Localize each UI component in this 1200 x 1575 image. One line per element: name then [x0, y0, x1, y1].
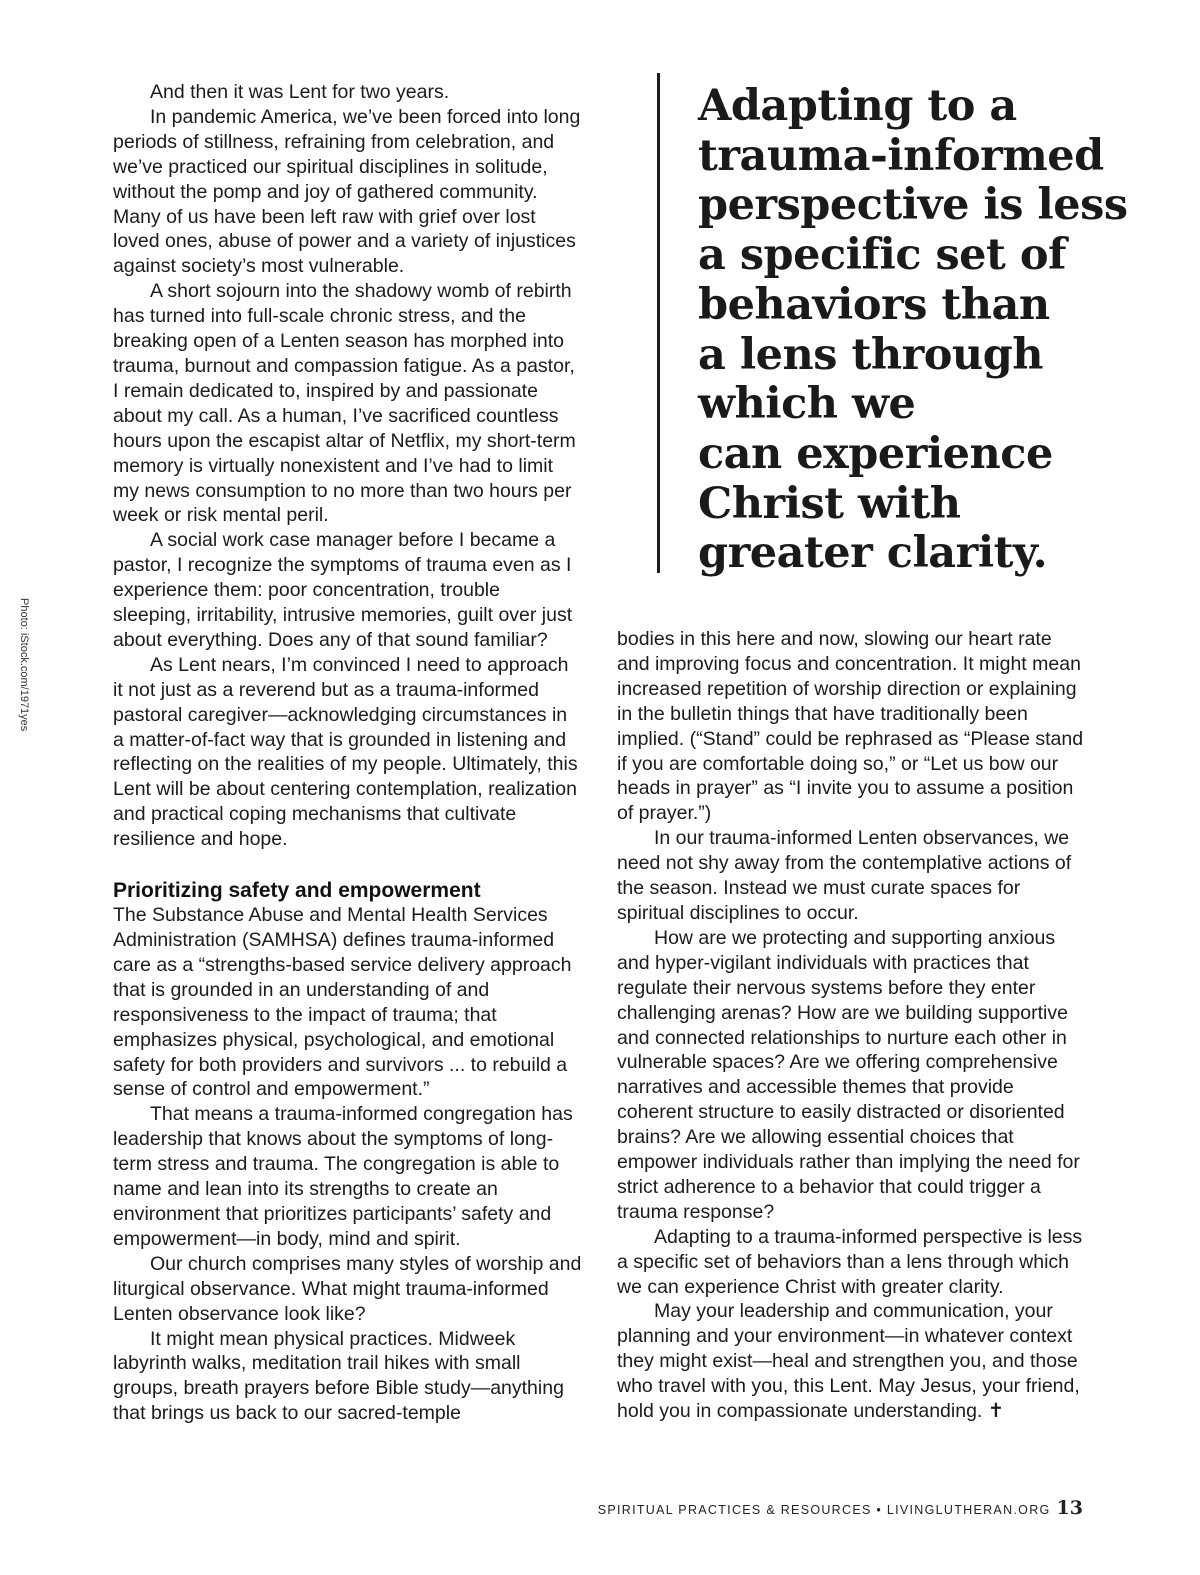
pullquote-line: trauma-informed [698, 130, 1104, 181]
paragraph: As Lent nears, I’m convinced I need to approach it not just as a reverend but as a trauma-informed pastoral caregiver—acknowledging circumstances in a matter-of-fact way that is grounded in listening and reflecting on the realities of my people. Ultimately, this Lent will be about centering contemplation, realization and practical coping mechanisms that cultivate resilience and hope. [113, 653, 578, 851]
paragraph: Adapting to a trauma-informed perspective is less a specific set of behaviors than a lens through which we can experience Christ with greater clarity. [617, 1225, 1083, 1298]
photo-credit: Photo: iStock.com/1971yes [18, 598, 30, 732]
paragraph: In our trauma-informed Lenten observances, we need not shy away from the contemplative actions of the season. Instead we must curate spaces for spiritual disciplines to occur. [617, 827, 1072, 924]
pullquote-line: Adapting to a [698, 81, 1017, 131]
pullquote-line: behaviors than [698, 279, 1050, 330]
paragraph: May your leadership and communication, your planning and your environment—in whatever context they might exist—heal and strengthen you, and those who travel with you, this Lent. May Jesus, your friend, hold you in compassionate understanding. ✝ [617, 1300, 1080, 1423]
page-number: 13 [1056, 1497, 1083, 1519]
paragraph: In pandemic America, we’ve been forced into long periods of stillness, refraining from celebration, and we’ve practiced our spiritual disciplines in solitude, without the pomp and joy of gathered community. Many of us have been left raw with grief over lost loved ones, abuse of power and a variety of injustices against society’s most vulnerable. [113, 105, 581, 278]
pullquote-line: perspective is less [698, 180, 1128, 231]
pullquote-line: a lens through [698, 329, 1044, 380]
paragraph: That means a trauma-informed congregation has leadership that knows about the symptoms of long-term stress and trauma. The congregation is able to name and lean into its strengths to create an environment that prioritizes participants’ safety and empowerment—in body, mind and spirit. [113, 1103, 573, 1250]
pullquote-rule [657, 73, 660, 573]
section-heading: Prioritizing safety and empowerment [113, 879, 481, 903]
article-right-column [617, 627, 1087, 1424]
footer-text: SPIRITUAL PRACTICES & RESOURCES • LIVINGLUTHERAN.ORG [597, 1503, 1051, 1517]
paragraph: How are we protecting and supporting anxious and hyper-vigilant individuals with practices that regulate their nervous systems before they enter challenging arenas? How are we building supportive and connected relationships to nurture each other in vulnerable spaces? Are we offering comprehensive narratives and accessible themes that provide coherent structure to easily distracted or disoriented brains? Are we allowing essential choices that empower individuals rather than implying the need for strict adherence to a behavior that could trigger a trauma response? [617, 926, 1080, 1223]
pullquote-line: which we [698, 379, 916, 430]
paragraph: Our church comprises many styles of worship and liturgical observance. What might trauma-informed Lenten observance look like? [113, 1252, 582, 1325]
pullquote [698, 81, 1128, 579]
paragraph: A short sojourn into the shadowy womb of rebirth has turned into full-scale chronic stress, and the breaking open of a Lenten season has morphed into trauma, burnout and compassion fatigue. As a pastor, I remain dedicated to, inspired by and passionate about my call. As a human, I’ve sacrificed countless hours upon the escapist altar of Netflix, my short-term memory is virtually nonexistent and I’ve had to limit my news consumption to no more than two hours per week or risk mental peril. [113, 280, 576, 527]
pullquote-line: greater clarity. [698, 528, 1048, 579]
pullquote-line: Christ with [698, 478, 961, 529]
paragraph: A social work case manager before I became a pastor, I recognize the symptoms of trauma even as I experience them: poor concentration, trouble sleeping, irritability, intrusive memories, guilt over just about everything. Does any of that sound familiar? [113, 529, 573, 651]
paragraph: And then it was Lent for two years. [150, 81, 450, 103]
article-left-column [113, 80, 583, 1426]
pullquote-line: a specific set of [698, 230, 1067, 281]
paragraph: The Substance Abuse and Mental Health Services Administration (SAMHSA) defines trauma-informed care as a “strengths-based service delivery approach that is grounded in an understanding of and responsiveness to the impact of trauma; that emphasizes physical, psychological, and emotional safety for both providers and survivors ... to rebuild a sense of control and empowerment.” [113, 904, 572, 1101]
paragraph: It might mean physical practices. Midweek labyrinth walks, meditation trail hikes with small groups, breath prayers before Bible study—anything that brings us back to our sacred-temple [113, 1327, 564, 1425]
pullquote-line: can experience [698, 428, 1053, 479]
page-footer [598, 1497, 1083, 1519]
paragraph: bodies in this here and now, slowing our heart rate and improving focus and concentration. It might mean increased repetition of worship direction or explaining in the bulletin things that have traditionally been implied. (“Stand” could be rephrased as “Please stand if you are comfortable doing so,” or “Let us bow our heads in prayer” as “I invite you to assume a position of prayer.”) [617, 628, 1084, 825]
